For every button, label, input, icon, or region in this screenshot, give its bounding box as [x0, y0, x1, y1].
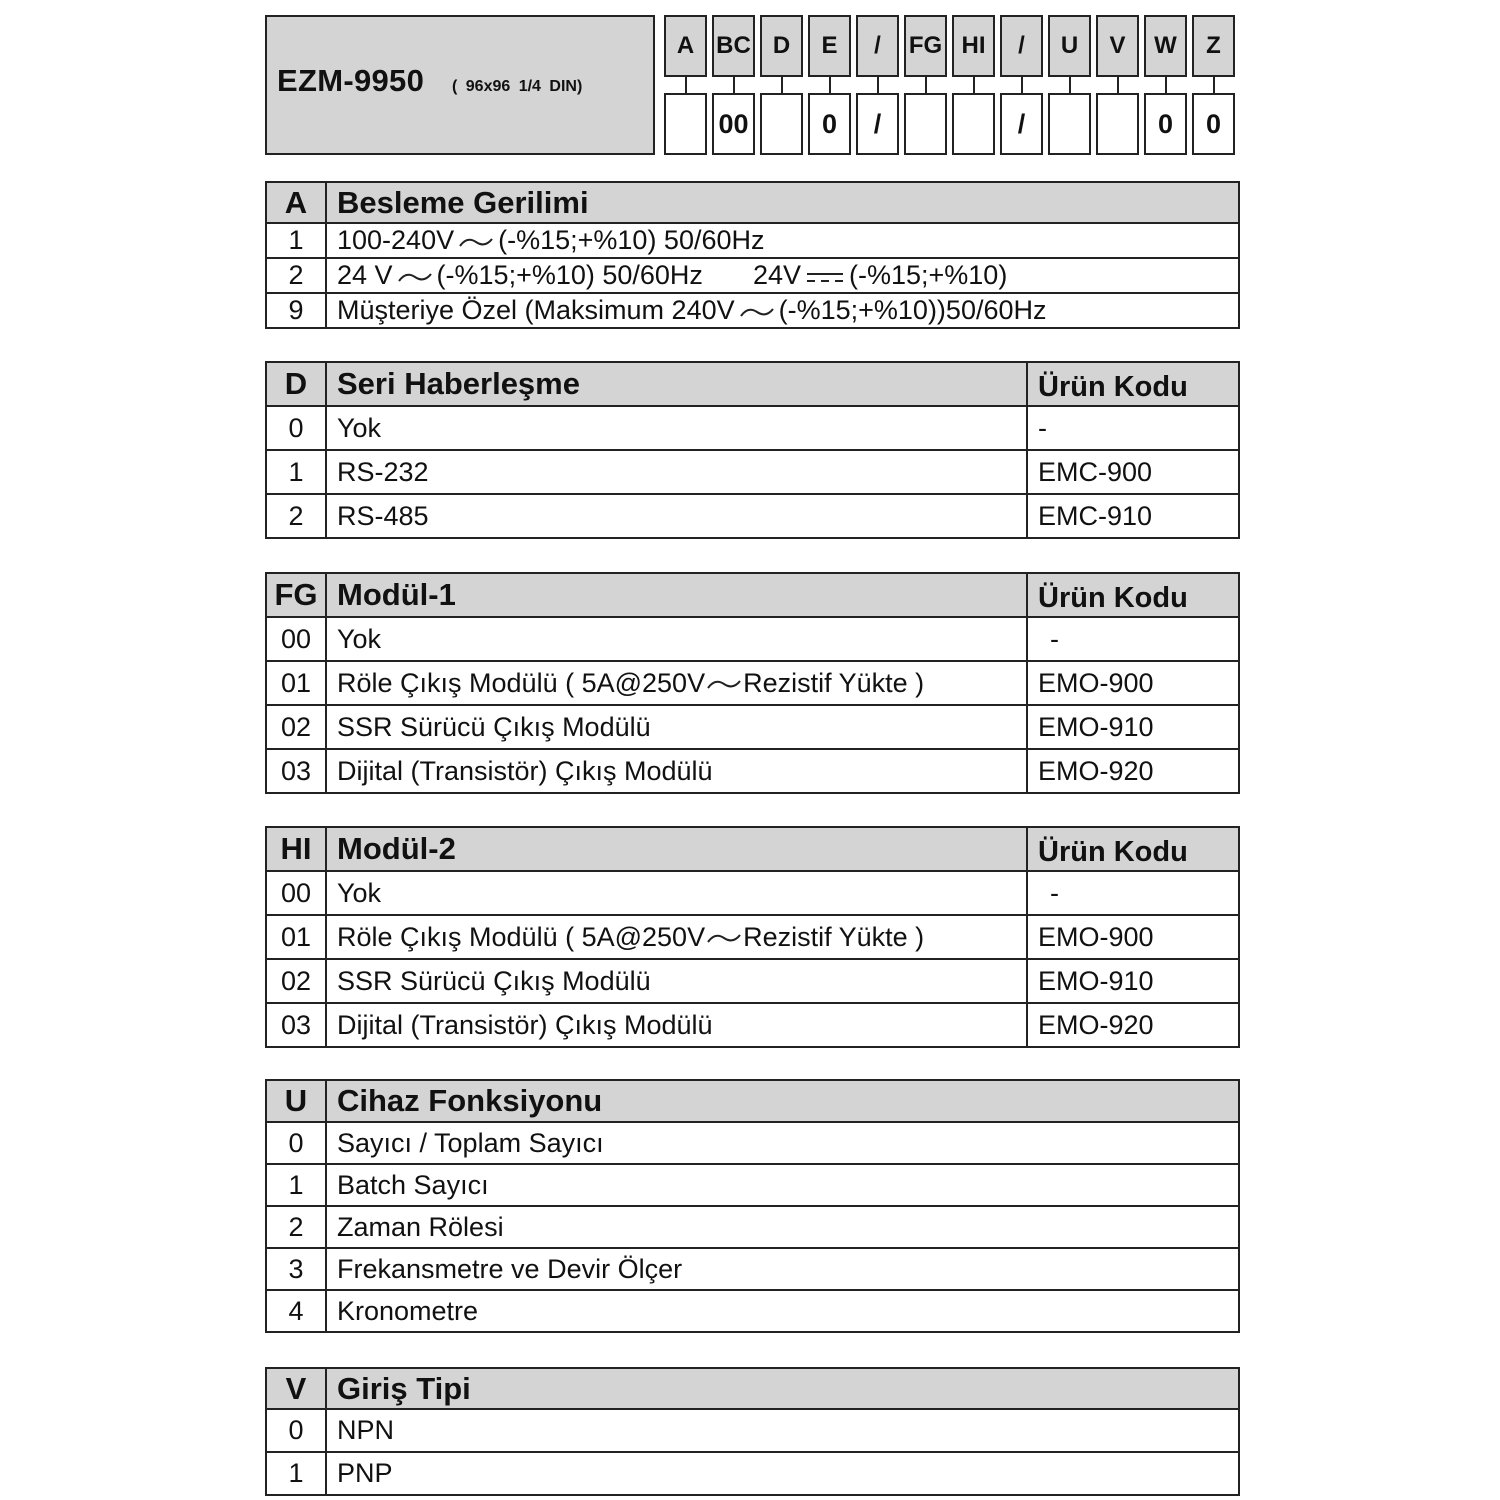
row-key: 2 — [266, 494, 326, 538]
row-text: SSR Sürücü Çıkış Modülü — [326, 705, 1027, 749]
serial-comm-table — [265, 361, 1240, 539]
product-code: EMC-910 — [1027, 494, 1239, 538]
row-text: NPN — [326, 1409, 1239, 1452]
row-text: Röle Çıkış Modülü ( 5A@250V Rezistif Yükte ) — [326, 661, 1027, 705]
table-row — [266, 1164, 1239, 1206]
row-text: Yok — [326, 871, 1027, 915]
product-code: EMO-900 — [1027, 915, 1239, 959]
connector-line — [1165, 77, 1167, 93]
code-letter: V — [1096, 15, 1139, 77]
ac-tilde-icon — [739, 305, 775, 319]
table-row — [266, 1248, 1239, 1290]
table-row — [266, 1003, 1239, 1047]
table-row — [266, 1452, 1239, 1495]
row-key: 1 — [266, 1164, 326, 1206]
table-row — [266, 293, 1239, 328]
row-key: 03 — [266, 749, 326, 793]
code-letter: HI — [952, 15, 995, 77]
product-code: EMO-920 — [1027, 1003, 1239, 1047]
row-key: 01 — [266, 661, 326, 705]
row-text: RS-232 — [326, 450, 1027, 494]
ac-tilde-icon — [706, 677, 742, 691]
table-row — [266, 617, 1239, 661]
row-text: Batch Sayıcı — [326, 1164, 1239, 1206]
device-function-table — [265, 1079, 1240, 1333]
section-title: Modül-1 — [326, 573, 1027, 617]
table-row — [266, 223, 1239, 258]
code-value — [1096, 93, 1139, 155]
product-code: EMO-920 — [1027, 749, 1239, 793]
row-key: 00 — [266, 871, 326, 915]
row-text: Kronometre — [326, 1290, 1239, 1332]
section-title: Giriş Tipi — [326, 1368, 1239, 1409]
code-value — [904, 93, 947, 155]
code-value — [664, 93, 707, 155]
table-row — [266, 406, 1239, 450]
row-key: 02 — [266, 705, 326, 749]
connector-line — [781, 77, 783, 93]
table-header — [266, 827, 1239, 871]
code-letter: A — [664, 15, 707, 77]
code-letter: / — [1000, 15, 1043, 77]
connector-line — [1021, 77, 1023, 93]
table-row — [266, 1409, 1239, 1452]
module-1-table — [265, 572, 1240, 794]
table-row — [266, 1290, 1239, 1332]
section-title: Seri Haberleşme — [326, 362, 1027, 406]
connector-line — [829, 77, 831, 93]
section-key: HI — [266, 827, 326, 871]
product-code-header: Ürün Kodu — [1027, 827, 1239, 871]
code-value — [952, 93, 995, 155]
code-letter: U — [1048, 15, 1091, 77]
supply-voltage-table — [265, 181, 1240, 329]
table-row — [266, 871, 1239, 915]
section-key: U — [266, 1080, 326, 1122]
table-row — [266, 494, 1239, 538]
table-row — [266, 705, 1239, 749]
connector-line — [925, 77, 927, 93]
row-text: Dijital (Transistör) Çıkış Modülü — [326, 749, 1027, 793]
row-key: 4 — [266, 1290, 326, 1332]
table-row — [266, 915, 1239, 959]
row-key: 1 — [266, 450, 326, 494]
table-header — [266, 182, 1239, 223]
row-text: Yok — [326, 406, 1027, 450]
row-key: 0 — [266, 1122, 326, 1164]
row-key: 0 — [266, 1409, 326, 1452]
row-text: Zaman Rölesi — [326, 1206, 1239, 1248]
code-value — [1048, 93, 1091, 155]
product-code: - — [1027, 871, 1239, 915]
table-row — [266, 1122, 1239, 1164]
code-value: 00 — [712, 93, 755, 155]
product-code: EMO-910 — [1027, 959, 1239, 1003]
row-text: Frekansmetre ve Devir Ölçer — [326, 1248, 1239, 1290]
connector-line — [1213, 77, 1215, 93]
dc-symbol-icon — [805, 270, 845, 284]
code-letter: FG — [904, 15, 947, 77]
row-key: 2 — [266, 1206, 326, 1248]
product-code: - — [1027, 406, 1239, 450]
model-name: EZM-9950 — [277, 63, 425, 98]
row-text: RS-485 — [326, 494, 1027, 538]
code-value: 0 — [808, 93, 851, 155]
row-text: PNP — [326, 1452, 1239, 1495]
connector-line — [685, 77, 687, 93]
model-box — [265, 15, 655, 155]
product-code-header: Ürün Kodu — [1027, 362, 1239, 406]
row-key: 9 — [266, 293, 326, 328]
ac-tilde-icon — [706, 931, 742, 945]
section-key: D — [266, 362, 326, 406]
code-value: 0 — [1144, 93, 1187, 155]
code-value: 0 — [1192, 93, 1235, 155]
section-title: Besleme Gerilimi — [326, 182, 1239, 223]
connector-line — [973, 77, 975, 93]
code-value: / — [1000, 93, 1043, 155]
table-header — [266, 573, 1239, 617]
code-letter: / — [856, 15, 899, 77]
section-title: Modül-2 — [326, 827, 1027, 871]
table-row — [266, 258, 1239, 293]
module-2-table — [265, 826, 1240, 1048]
code-letter: W — [1144, 15, 1187, 77]
row-text: Yok — [326, 617, 1027, 661]
connector-line — [1069, 77, 1071, 93]
product-code: EMO-900 — [1027, 661, 1239, 705]
product-code-header: Ürün Kodu — [1027, 573, 1239, 617]
row-key: 03 — [266, 1003, 326, 1047]
table-header — [266, 1368, 1239, 1409]
table-row — [266, 749, 1239, 793]
table-header — [266, 362, 1239, 406]
connector-line — [877, 77, 879, 93]
product-code: EMC-900 — [1027, 450, 1239, 494]
section-key: A — [266, 182, 326, 223]
row-text: 24 V (-%15;+%10) 50/60Hz 24V (-%15;+%10) — [326, 258, 1239, 293]
row-key: 02 — [266, 959, 326, 1003]
product-code: EMO-910 — [1027, 705, 1239, 749]
table-row — [266, 661, 1239, 705]
table-row — [266, 450, 1239, 494]
connector-line — [1117, 77, 1119, 93]
section-key: FG — [266, 573, 326, 617]
row-key: 2 — [266, 258, 326, 293]
row-key: 1 — [266, 223, 326, 258]
model-subtitle: ( 96x96 1/4 DIN) — [452, 78, 583, 95]
row-key: 01 — [266, 915, 326, 959]
code-letter: D — [760, 15, 803, 77]
connector-line — [733, 77, 735, 93]
product-code: - — [1027, 617, 1239, 661]
row-key: 1 — [266, 1452, 326, 1495]
ac-tilde-icon — [397, 270, 433, 284]
row-key: 3 — [266, 1248, 326, 1290]
input-type-table — [265, 1367, 1240, 1496]
row-text: Röle Çıkış Modülü ( 5A@250V Rezistif Yükte ) — [326, 915, 1027, 959]
row-text: Sayıcı / Toplam Sayıcı — [326, 1122, 1239, 1164]
code-letter: BC — [712, 15, 755, 77]
row-key: 0 — [266, 406, 326, 450]
code-letter: Z — [1192, 15, 1235, 77]
section-key: V — [266, 1368, 326, 1409]
section-title: Cihaz Fonksiyonu — [326, 1080, 1239, 1122]
row-text: 100-240V (-%15;+%10) 50/60Hz — [326, 223, 1239, 258]
table-row — [266, 959, 1239, 1003]
table-header — [266, 1080, 1239, 1122]
code-letter: E — [808, 15, 851, 77]
code-value — [760, 93, 803, 155]
row-key: 00 — [266, 617, 326, 661]
row-text: Müşteriye Özel (Maksimum 240V (-%15;+%10))50/60Hz — [326, 293, 1239, 328]
table-row — [266, 1206, 1239, 1248]
code-value: / — [856, 93, 899, 155]
ac-tilde-icon — [458, 235, 494, 249]
row-text: SSR Sürücü Çıkış Modülü — [326, 959, 1027, 1003]
row-text: Dijital (Transistör) Çıkış Modülü — [326, 1003, 1027, 1047]
